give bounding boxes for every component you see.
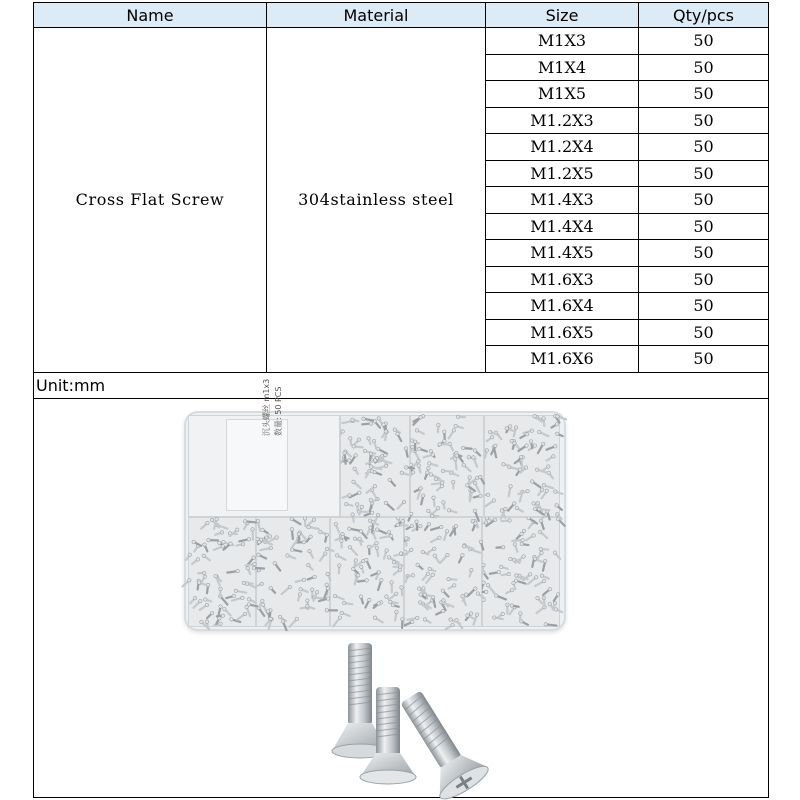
box-compartment: [482, 517, 560, 627]
unit-row: [34, 372, 769, 398]
qty-cell: 50: [639, 187, 769, 214]
box-compartment: [410, 415, 484, 517]
size-cell: M1.6X6: [486, 346, 639, 373]
tiny-screws-pile: [485, 416, 559, 516]
header-material: Material: [267, 3, 486, 28]
size-cell: M1.6X5: [486, 319, 639, 346]
box-compartment: [330, 517, 404, 627]
qty-cell: 50: [639, 213, 769, 240]
box-compartment: [340, 415, 410, 517]
size-cell: M1.2X4: [486, 134, 639, 161]
header-name: Name: [34, 3, 267, 28]
box-label-card: [226, 378, 288, 511]
size-cell: M1X5: [486, 81, 639, 108]
qty-cell: 50: [639, 266, 769, 293]
size-cell: M1.4X3: [486, 187, 639, 214]
size-cell: M1X4: [486, 54, 639, 81]
tiny-screws-pile: [189, 518, 255, 626]
qty-cell: 50: [639, 240, 769, 267]
box-compartment: [484, 415, 560, 517]
qty-cell: 50: [639, 319, 769, 346]
tiny-screws-pile: [331, 518, 403, 626]
box-compartment: [404, 517, 482, 627]
qty-cell: 50: [639, 346, 769, 373]
tiny-screws-pile: [405, 518, 481, 626]
box-label-line1: 沉头螺丝 m1x3: [262, 378, 271, 436]
product-material: 304stainless steel: [267, 28, 486, 373]
tiny-screws-pile: [411, 416, 483, 516]
qty-cell: 50: [639, 160, 769, 187]
table-row: [34, 28, 769, 55]
qty-cell: 50: [639, 107, 769, 134]
enlarged-screws-illustration: [296, 641, 496, 791]
tiny-screws-pile: [341, 416, 409, 516]
unit-label: Unit:mm: [34, 372, 769, 398]
qty-cell: 50: [639, 81, 769, 108]
tiny-screws-pile: [483, 518, 559, 626]
qty-cell: 50: [639, 54, 769, 81]
image-row: [34, 398, 769, 797]
box-compartment: [188, 517, 256, 627]
size-cell: M1.2X5: [486, 160, 639, 187]
header-size: Size: [486, 3, 639, 28]
header-row: [34, 3, 769, 28]
tiny-screws-pile: [257, 518, 329, 626]
size-cell: M1.6X3: [486, 266, 639, 293]
header-qty: Qty/pcs: [639, 3, 769, 28]
box-label-line2: 数量: 50 PCS: [274, 386, 283, 436]
qty-cell: 50: [639, 293, 769, 320]
size-cell: M1.6X4: [486, 293, 639, 320]
spec-table: [33, 2, 769, 798]
size-cell: M1.4X5: [486, 240, 639, 267]
size-cell: M1X3: [486, 28, 639, 55]
size-cell: M1.4X4: [486, 213, 639, 240]
box-compartment: [256, 517, 330, 627]
qty-cell: 50: [639, 28, 769, 55]
size-cell: M1.2X3: [486, 107, 639, 134]
screw-organizer-box: [184, 378, 566, 631]
qty-cell: 50: [639, 134, 769, 161]
product-name: Cross Flat Screw: [34, 28, 267, 373]
